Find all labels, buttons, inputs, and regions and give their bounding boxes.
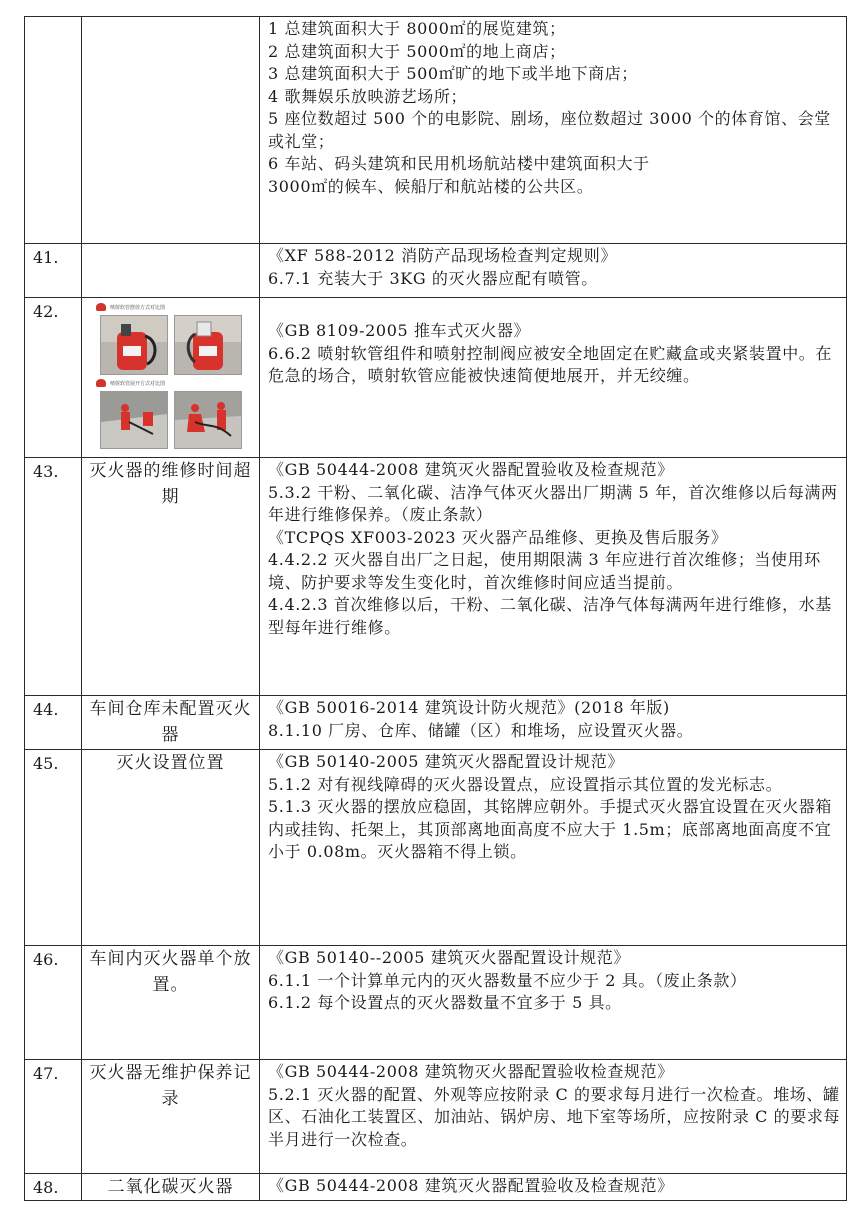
regulation-cell [260, 750, 847, 946]
regulation-text [260, 458, 846, 639]
regulation-line: 1 总建筑面积大于 8000㎡的展览建筑； [268, 19, 566, 38]
regulation-line: 3000㎡的候车、候船厅和航站楼的公共区。 [268, 176, 594, 196]
regulation-line: 5 座位数超过 500 个的电影院、剧场，座位数超过 3000 个的体育馆、会堂或礼堂； [268, 109, 831, 151]
row-number: 46. [33, 950, 59, 969]
row-number: 47. [33, 1064, 59, 1083]
table-row [25, 750, 847, 946]
regulation-line: 《GB 50444-2008 建筑物灭火器配置验收检查规范》 [268, 1062, 674, 1081]
regulation-line: 4 歌舞娱乐放映游艺场所； [268, 86, 468, 106]
row-number-cell [25, 458, 82, 696]
regulation-line: 《GB 50444-2008 建筑灭火器配置验收及检查规范》 [268, 1176, 674, 1195]
row-number-cell [25, 298, 82, 458]
photo-caption-bottom: 喷射软管展开方式对比图 [110, 381, 166, 387]
item-cell [82, 1174, 260, 1201]
item-cell [82, 298, 260, 458]
row-number-cell [25, 946, 82, 1060]
regulation-cell [260, 1060, 847, 1174]
row-number: 42. [33, 302, 59, 321]
row-number-cell [25, 1174, 82, 1201]
regulation-cell [260, 17, 847, 244]
row-number [25, 17, 81, 21]
row-number: 41. [33, 248, 59, 267]
regulation-line: 《TCPQS XF003-2023 灭火器产品维修、更换及售后服务》 [268, 527, 728, 547]
row-number: 44. [33, 700, 59, 719]
regulation-cell [260, 1174, 847, 1201]
regulation-line: 5.3.2 干粉、二氧化碳、洁净气体灭火器出厂期满 5 年，首次维修以后每满两年进行维修保养。（废止条款） [268, 482, 838, 524]
regulation-line: 4.4.2.2 灭火器自出厂之日起，使用期限满 3 年应进行首次维修；当使用环境、防护要求等发生变化时，首次维修时间应适当提前。 [268, 550, 821, 592]
item-cell [82, 458, 260, 696]
regulation-text [260, 696, 846, 742]
row-number: 48. [33, 1178, 59, 1197]
row-number-cell [25, 1060, 82, 1174]
regulation-text [260, 244, 846, 290]
item-cell [82, 17, 260, 244]
regulation-line: 《GB 50444-2008 建筑灭火器配置验收及检查规范》 [268, 460, 674, 479]
hose-photo-right [174, 315, 242, 375]
regulation-line: 5.1.2 对有视线障碍的灭火器设置点，应设置指示其位置的发光标志。 [268, 774, 783, 794]
item-cell [82, 1060, 260, 1174]
regulation-cell [260, 696, 847, 750]
row-number-cell [25, 750, 82, 946]
item-description: 车间内灭火器单个放置。 [89, 949, 252, 995]
item-description: 灭火器的维修时间超期 [89, 461, 252, 507]
item-cell [82, 946, 260, 1060]
regulation-table [24, 16, 847, 1201]
item-cell [82, 696, 260, 750]
table-row [25, 1060, 847, 1174]
regulation-line: 《XF 588-2012 消防产品现场检查判定规则》 [268, 246, 617, 265]
row-number-cell [25, 696, 82, 750]
regulation-line: 6.1.2 每个设置点的灭火器数量不宜多于 5 具。 [268, 993, 622, 1012]
regulation-line: 2 总建筑面积大于 5000㎡的地上商店； [268, 41, 566, 61]
company-logo-icon [96, 303, 106, 311]
regulation-line: 6.1.1 一个计算单元内的灭火器数量不应少于 2 具。（废止条款） [268, 970, 747, 990]
hose-deploy-photo-left [100, 391, 168, 449]
regulation-cell [260, 298, 847, 458]
regulation-line: 6.7.1 充装大于 3KG 的灭火器应配有喷管。 [268, 268, 598, 288]
table-row [25, 946, 847, 1060]
regulation-line: 6 车站、码头建筑和民用机场航站楼中建筑面积大于 [268, 154, 650, 173]
regulation-line: 3 总建筑面积大于 500㎡旷的地下或半地下商店； [268, 64, 638, 83]
regulation-text [260, 298, 846, 388]
table-row [25, 17, 847, 244]
extinguisher-hose-photos [94, 301, 244, 449]
row-number: 43. [33, 462, 59, 481]
row-number-cell [25, 17, 82, 244]
photo-caption-top: 喷射软管摆放方式对比图 [110, 305, 166, 311]
company-logo-icon [96, 379, 106, 387]
regulation-line: 《GB 8109-2005 推车式灭火器》 [268, 321, 531, 340]
regulation-line: 8.1.10 厂房、仓库、储罐（区）和堆场，应设置灭火器。 [268, 720, 694, 740]
regulation-cell [260, 244, 847, 298]
table-row [25, 298, 847, 458]
regulation-line: 6.6.2 喷射软管组件和喷射控制阀应被安全地固定在贮藏盒或夹紧装置中。在危急的场合，喷射软管应能被快速简便地展开，并无绞缠。 [268, 343, 832, 385]
table-row [25, 696, 847, 750]
table-row [25, 458, 847, 696]
regulation-text [260, 750, 846, 864]
item-cell [82, 244, 260, 298]
item-cell [82, 750, 260, 946]
item-description: 灭火器无维护保养记录 [89, 1063, 252, 1109]
item-description: 灭火设置位置 [116, 753, 225, 773]
regulation-cell [260, 946, 847, 1060]
regulation-line: 5.2.1 灭火器的配置、外观等应按附录 C 的要求每月进行一次检查。堆场、罐区、石油化工装置区、加油站、锅炉房、地下室等场所，应按附录 C 的要求每半月进行一次检查。 [268, 1084, 841, 1149]
regulation-line: 5.1.3 灭火器的摆放应稳固，其铭牌应朝外。手提式灭火器宜设置在灭火器箱内或挂钩、托架上，其顶部离地面高度不应大于 1.5m；底部离地面高度不宜小于 0.08m。灭火器箱不得上锁。 [268, 797, 832, 861]
regulation-text [260, 1060, 846, 1151]
regulation-text [260, 17, 846, 198]
row-number: 45. [33, 754, 59, 773]
regulation-line: 《GB 50016-2014 建筑设计防火规范》(2018 年版) [268, 698, 670, 717]
regulation-text [260, 1174, 846, 1198]
regulation-line: 《GB 50140--2005 建筑灭火器配置设计规范》 [268, 948, 630, 967]
item-description: 车间仓库未配置灭火器 [89, 699, 252, 745]
regulation-line: 4.4.2.3 首次维修以后，干粉、二氧化碳、洁净气体每满两年进行维修，水基型每年进行维修。 [268, 595, 832, 637]
regulation-line: 《GB 50140-2005 建筑灭火器配置设计规范》 [268, 752, 624, 771]
table-row [25, 244, 847, 298]
item-description: 二氧化碳灭火器 [107, 1177, 234, 1197]
row-number-cell [25, 244, 82, 298]
table-row [25, 1174, 847, 1201]
regulation-cell [260, 458, 847, 696]
hose-deploy-photo-right [174, 391, 242, 449]
hose-photo-left [100, 315, 168, 375]
regulation-text [260, 946, 846, 1015]
